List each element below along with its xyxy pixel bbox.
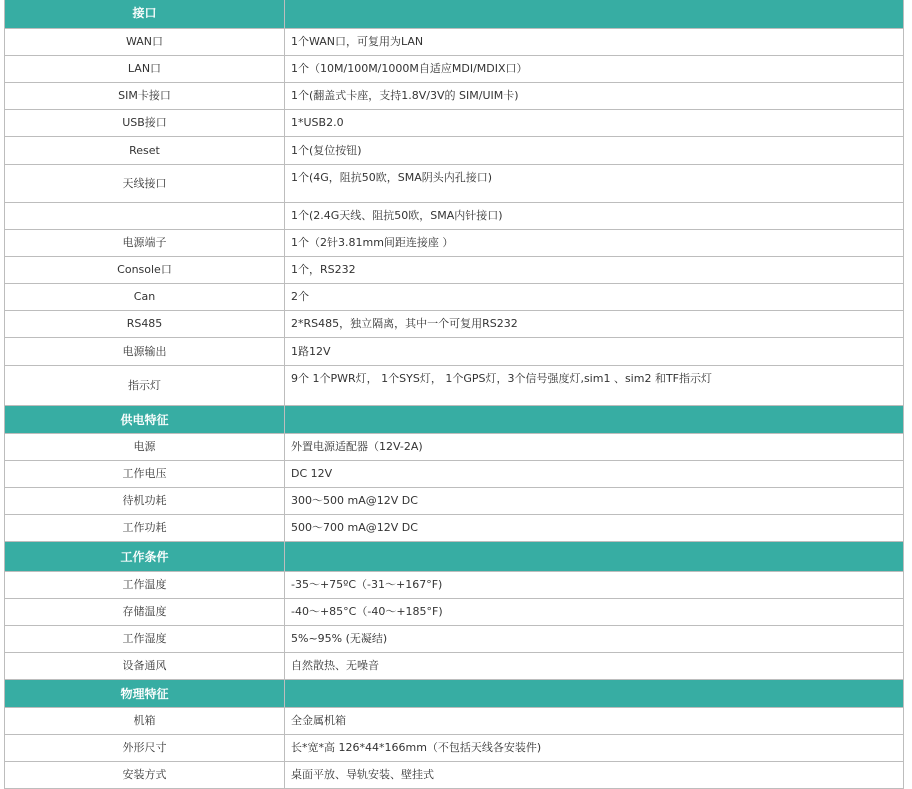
spec-key: WAN口 bbox=[5, 29, 285, 56]
spec-key: 工作功耗 bbox=[5, 515, 285, 542]
table-row bbox=[5, 461, 904, 488]
spec-key: 指示灯 bbox=[5, 366, 285, 406]
spec-value: 1个(复位按钮) bbox=[285, 137, 904, 165]
spec-key: Console口 bbox=[5, 257, 285, 284]
table-row bbox=[5, 338, 904, 366]
table-row bbox=[5, 230, 904, 257]
spec-value: DC 12V bbox=[285, 461, 904, 488]
table-row bbox=[5, 599, 904, 626]
table-row bbox=[5, 653, 904, 680]
spec-key: 工作湿度 bbox=[5, 626, 285, 653]
spec-key: 待机功耗 bbox=[5, 488, 285, 515]
section-header-blank bbox=[285, 542, 904, 572]
section-title: 接口 bbox=[5, 0, 285, 29]
table-row bbox=[5, 29, 904, 56]
spec-value: 1*USB2.0 bbox=[285, 110, 904, 137]
spec-key: 设备通风 bbox=[5, 653, 285, 680]
spec-value: 1个WAN口，可复用为LAN bbox=[285, 29, 904, 56]
table-row bbox=[5, 137, 904, 165]
spec-value: 500～700 mA@12V DC bbox=[285, 515, 904, 542]
section-header-interfaces bbox=[5, 0, 904, 29]
table-row bbox=[5, 165, 904, 203]
spec-value: 1个（10M/100M/1000M自适应MDI/MDIX口） bbox=[285, 56, 904, 83]
spec-value: 桌面平放、导轨安装、壁挂式 bbox=[285, 762, 904, 789]
section-title: 物理特征 bbox=[5, 680, 285, 708]
spec-key: 电源输出 bbox=[5, 338, 285, 366]
spec-value: 5%~95% (无凝结) bbox=[285, 626, 904, 653]
section-title: 供电特征 bbox=[5, 406, 285, 434]
spec-value: 1个(2.4G天线、阻抗50欧，SMA内针接口) bbox=[285, 203, 904, 230]
spec-key: SIM卡接口 bbox=[5, 83, 285, 110]
table-row bbox=[5, 83, 904, 110]
section-header-conditions bbox=[5, 542, 904, 572]
table-row bbox=[5, 56, 904, 83]
spec-key: 安装方式 bbox=[5, 762, 285, 789]
table-row bbox=[5, 203, 904, 230]
spec-value: 2*RS485，独立隔离，其中一个可复用RS232 bbox=[285, 311, 904, 338]
spec-value: 1个(翻盖式卡座，支持1.8V/3V的 SIM/UIM卡) bbox=[285, 83, 904, 110]
section-header-physical bbox=[5, 680, 904, 708]
spec-value: -40～+85°C（-40～+185°F) bbox=[285, 599, 904, 626]
spec-value: 1个，RS232 bbox=[285, 257, 904, 284]
spec-value: 1个(4G，阻抗50欧，SMA阴头内孔接口) bbox=[285, 165, 904, 203]
spec-key: 外形尺寸 bbox=[5, 735, 285, 762]
table-row bbox=[5, 626, 904, 653]
section-header-blank bbox=[285, 680, 904, 708]
spec-value: 9个 1个PWR灯， 1个SYS灯， 1个GPS灯，3个信号强度灯,sim1 、sim2 和TF指示灯 bbox=[285, 366, 904, 406]
spec-key: LAN口 bbox=[5, 56, 285, 83]
section-header-power bbox=[5, 406, 904, 434]
spec-key: 机箱 bbox=[5, 708, 285, 735]
spec-value: 自然散热、无噪音 bbox=[285, 653, 904, 680]
table-row bbox=[5, 572, 904, 599]
spec-value: -35～+75ºC（-31～+167°F) bbox=[285, 572, 904, 599]
spec-value: 2个 bbox=[285, 284, 904, 311]
table-row bbox=[5, 434, 904, 461]
spec-key: USB接口 bbox=[5, 110, 285, 137]
spec-value: 全金属机箱 bbox=[285, 708, 904, 735]
spec-key: Can bbox=[5, 284, 285, 311]
spec-key: 天线接口 bbox=[5, 165, 285, 203]
spec-key: RS485 bbox=[5, 311, 285, 338]
spec-value: 1路12V bbox=[285, 338, 904, 366]
spec-key: 电源端子 bbox=[5, 230, 285, 257]
spec-key bbox=[5, 203, 285, 230]
table-row bbox=[5, 257, 904, 284]
spec-table bbox=[4, 0, 904, 789]
spec-key: Reset bbox=[5, 137, 285, 165]
spec-value: 300～500 mA@12V DC bbox=[285, 488, 904, 515]
spec-key: 电源 bbox=[5, 434, 285, 461]
table-row bbox=[5, 735, 904, 762]
spec-value: 1个（2针3.81mm间距连接座 ） bbox=[285, 230, 904, 257]
table-row bbox=[5, 708, 904, 735]
table-row bbox=[5, 366, 904, 406]
section-title: 工作条件 bbox=[5, 542, 285, 572]
table-row bbox=[5, 110, 904, 137]
section-header-blank bbox=[285, 406, 904, 434]
table-row bbox=[5, 488, 904, 515]
table-row bbox=[5, 762, 904, 789]
spec-key: 存储温度 bbox=[5, 599, 285, 626]
spec-key: 工作温度 bbox=[5, 572, 285, 599]
table-row bbox=[5, 311, 904, 338]
spec-value: 长*宽*高 126*44*166mm（不包括天线各安装件) bbox=[285, 735, 904, 762]
spec-value: 外置电源适配器（12V-2A) bbox=[285, 434, 904, 461]
spec-key: 工作电压 bbox=[5, 461, 285, 488]
table-row bbox=[5, 515, 904, 542]
table-row bbox=[5, 284, 904, 311]
section-header-blank bbox=[285, 0, 904, 29]
